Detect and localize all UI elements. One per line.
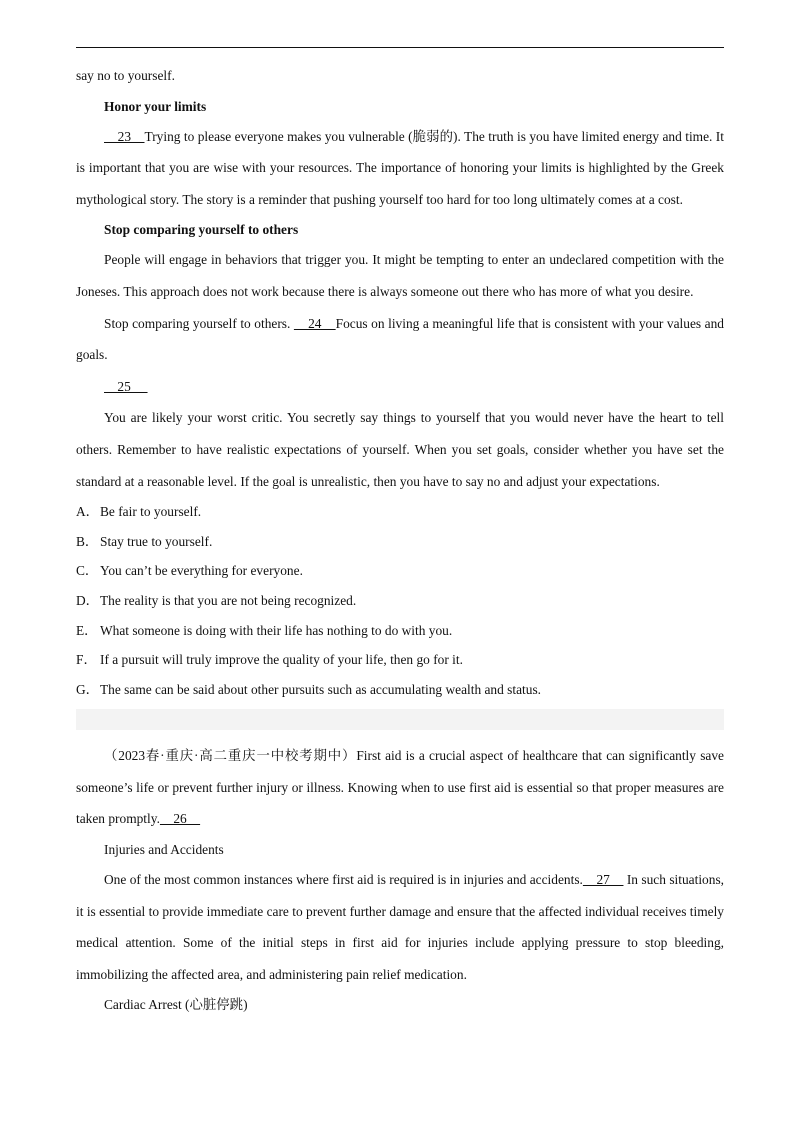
- paragraph-stop-comparing: [76, 308, 724, 371]
- paragraph-text: Stop comparing yourself to others.: [104, 315, 294, 331]
- options-list: [76, 497, 724, 704]
- option-a: [76, 497, 724, 527]
- option-text: Stay true to yourself.: [100, 533, 213, 549]
- subheading-injuries: Injuries and Accidents: [104, 842, 224, 858]
- question-source: （2023春·重庆·高二重庆一中校考期中）: [104, 748, 357, 764]
- option-text: The same can be said about other pursuits such as accumulating wealth and status.: [100, 681, 542, 697]
- option-letter: F．: [76, 652, 97, 668]
- option-letter: B．: [76, 533, 99, 549]
- section-heading-stop-comparing: Stop comparing yourself to others: [104, 222, 299, 238]
- option-text: If a pursuit will truly improve the quality of your life, then go for it.: [100, 652, 463, 668]
- section-separator: [76, 709, 724, 730]
- option-d: [76, 586, 724, 616]
- option-text: You can’t be everything for everyone.: [100, 563, 303, 579]
- paragraph-text: In such situations, it is essential to provide immediate care to prevent further damage and ensure that the affected individual receives timely medical attention. Some of the initial steps in first aid for injuries include applying pressure to stop bleeding, immobilizing the affected area, and administering pain relief medication.: [76, 872, 725, 982]
- blank-27[interactable]: 27: [582, 872, 624, 888]
- paragraph-text: Focus on living a meaningful life that is consistent with your values and goals.: [76, 315, 724, 363]
- option-text: The reality is that you are not being recognized.: [100, 592, 357, 608]
- option-letter: C．: [76, 563, 99, 579]
- blank-26[interactable]: 26: [159, 811, 201, 827]
- paragraph-joneses: People will engage in behaviors that trigger you. It might be tempting to enter an undeclared competition with the Joneses. This approach does not work because there is always someone out there who has more of what you desire.: [76, 252, 724, 299]
- option-g: [76, 675, 724, 705]
- option-e: [76, 616, 724, 646]
- document-page: [76, 60, 724, 1019]
- header-rule: [76, 47, 724, 48]
- option-text: What someone is doing with their life has nothing to do with you.: [100, 622, 453, 638]
- option-letter: E．: [76, 622, 98, 638]
- paragraph-first-aid-intro: [76, 740, 724, 835]
- paragraph-text: First aid is a crucial aspect of healthcare that can significantly save someone’s life or prevent further injury or illness. Knowing when to use first aid is essential so that proper measures are taken promptly.: [76, 748, 724, 827]
- option-c: [76, 556, 724, 586]
- paragraph-text: One of the most common instances where first aid is required is in injuries and accidents.: [104, 872, 583, 888]
- option-letter: G．: [76, 681, 100, 697]
- paragraph-text: Trying to please everyone makes you vulnerable (脆弱的). The truth is you have limited energy and time. It is important that you are wise with your resources. The importance of honoring your limits is highlighted by the Greek mythological story. The story is a reminder that pushing yourself too hard for too long ultimately comes at a cost.: [76, 128, 724, 207]
- option-b: [76, 527, 724, 557]
- paragraph-honor-limits: [76, 121, 724, 216]
- subheading-cardiac-arrest: Cardiac Arrest (心脏停跳): [104, 997, 248, 1013]
- option-letter: D．: [76, 592, 100, 608]
- paragraph-injuries: [76, 864, 724, 990]
- continued-text: say no to yourself.: [76, 68, 175, 83]
- paragraph-worst-critic: You are likely your worst critic. You secretly say things to yourself that you would never have the heart to tell others. Remember to have realistic expectations of yourself. When you set goals, consider whether you have set the standard at a reasonable level. If the goal is unrealistic, then you have to say no and adjust your expectations.: [76, 410, 724, 489]
- option-f: [76, 645, 724, 675]
- option-letter: A．: [76, 504, 100, 520]
- section-heading-honor-limits: Honor your limits: [104, 98, 207, 114]
- heading-blank-row: [76, 371, 724, 403]
- blank-24[interactable]: 24: [293, 315, 336, 331]
- blank-23[interactable]: 23: [104, 128, 145, 144]
- option-text: Be fair to yourself.: [100, 504, 202, 520]
- blank-25[interactable]: 25: [104, 378, 148, 394]
